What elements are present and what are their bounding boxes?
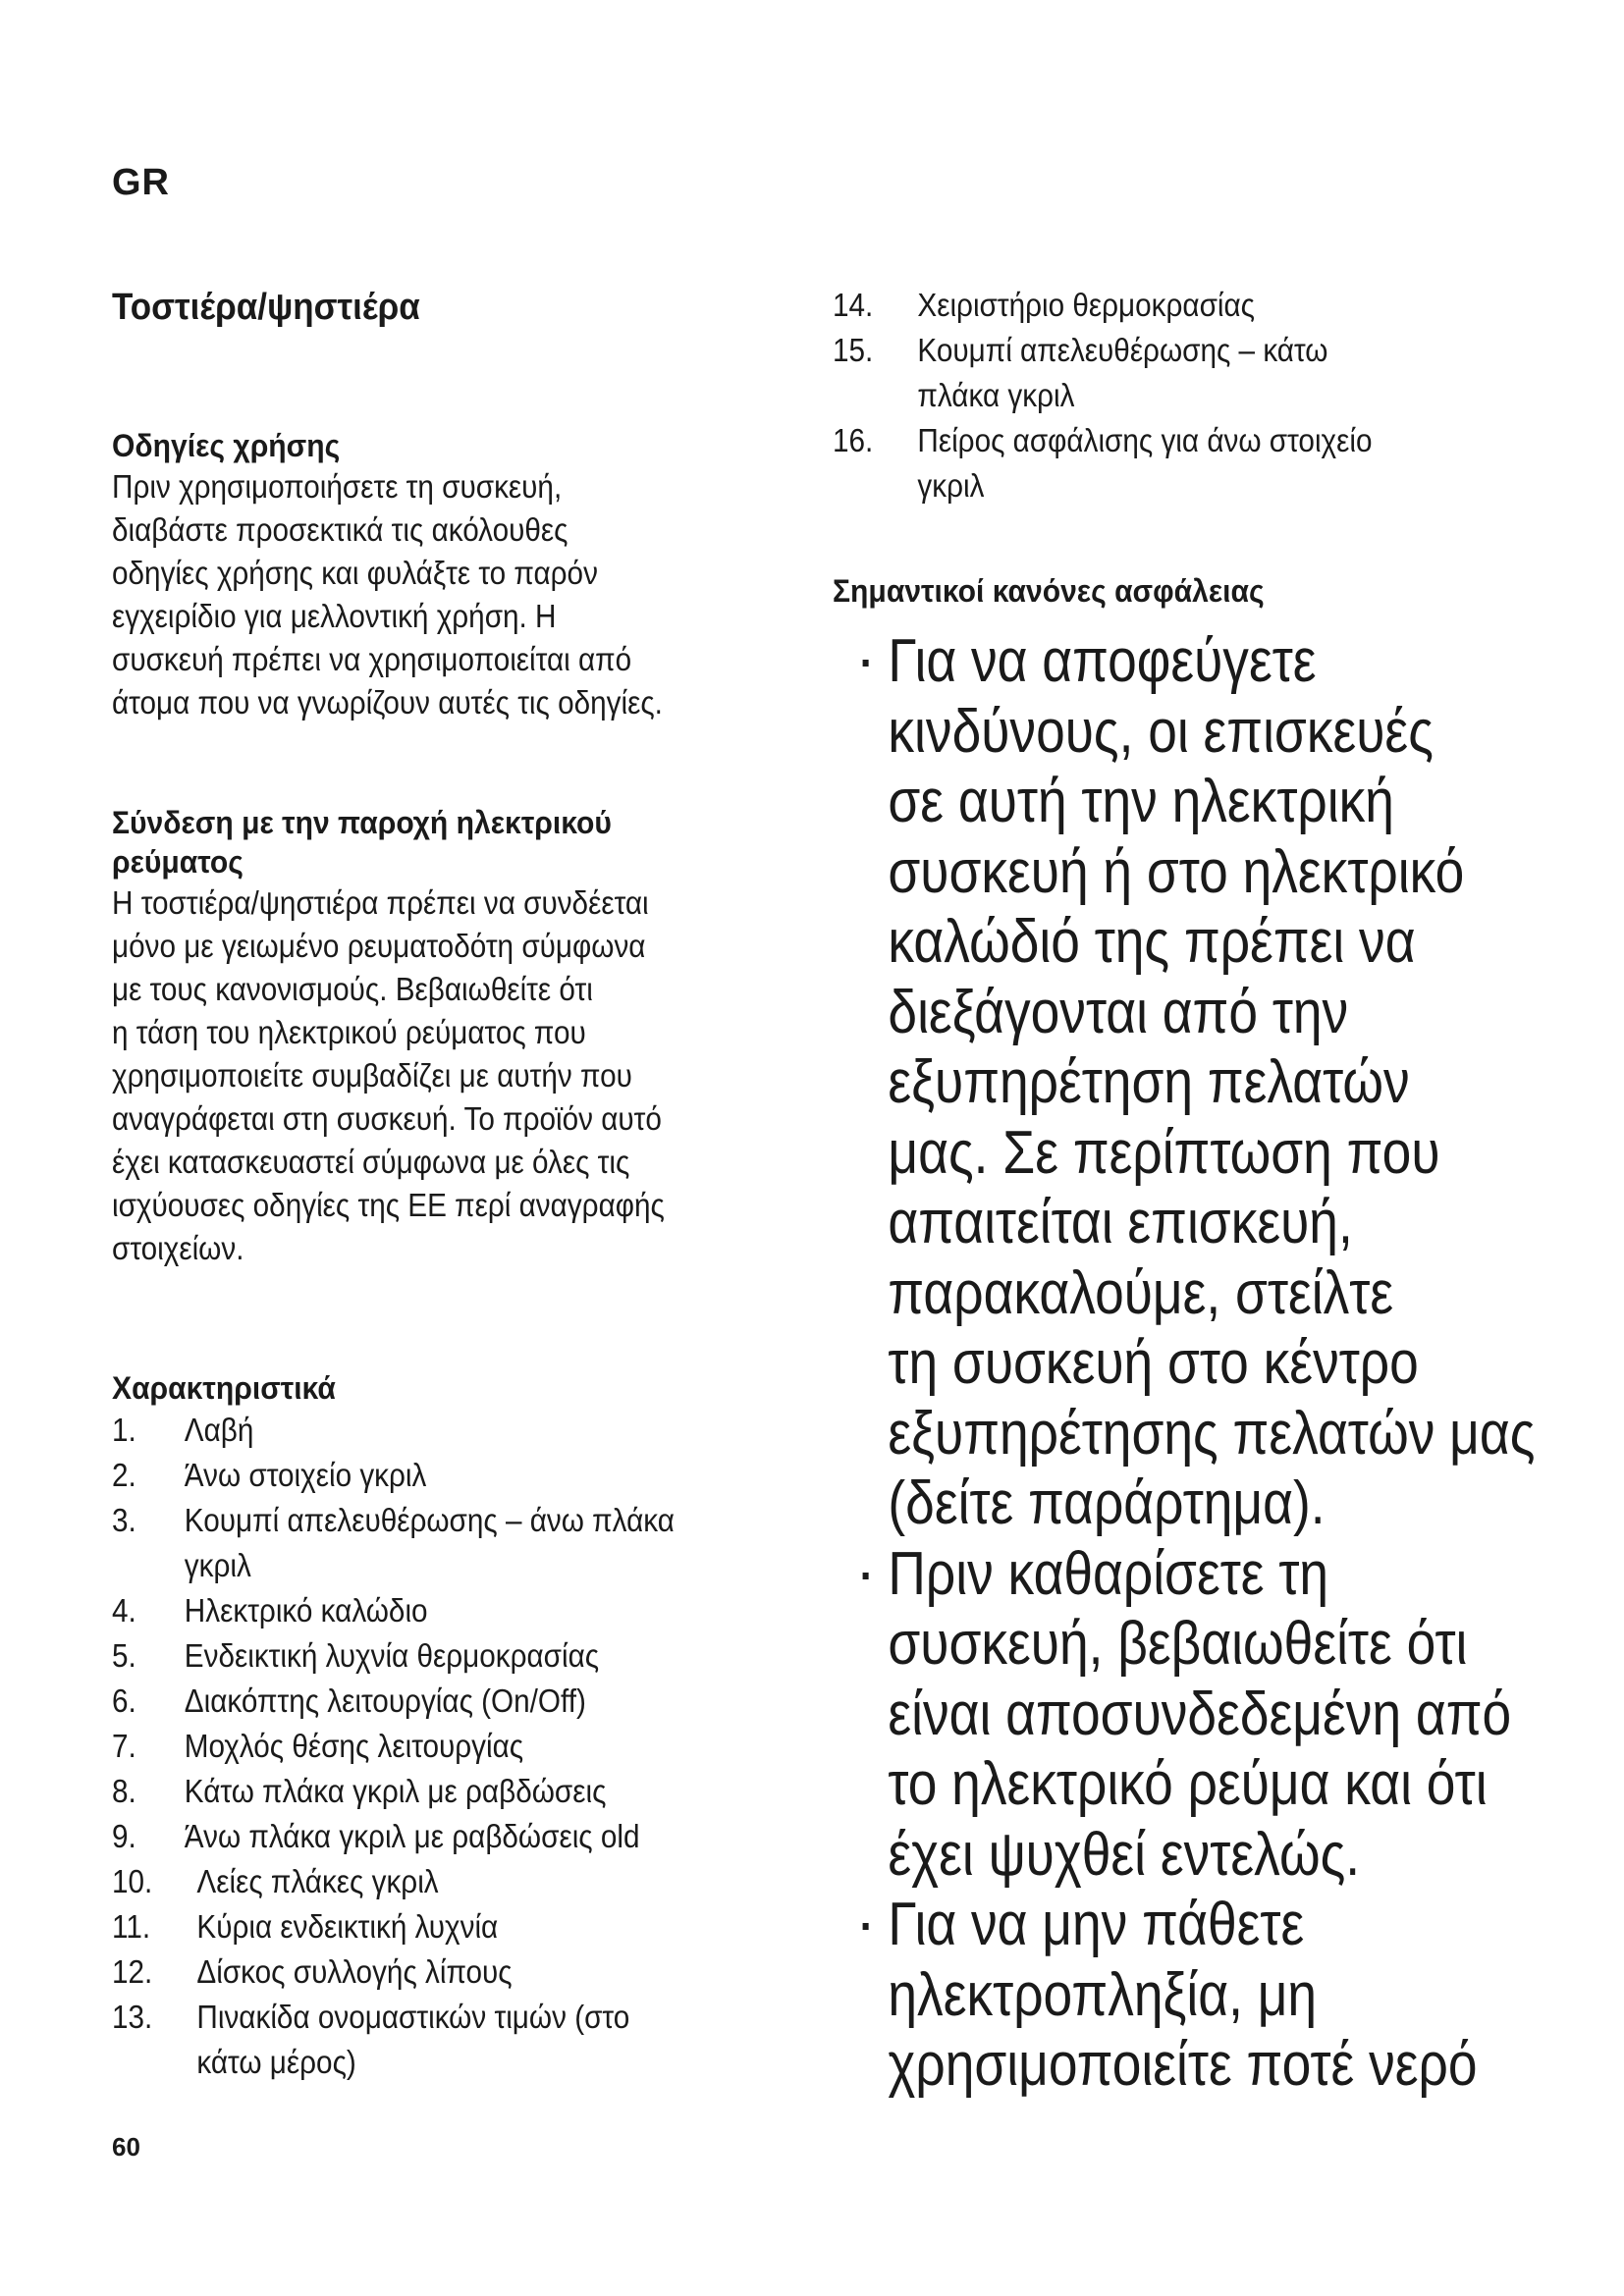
safety-bullet	[854, 626, 1546, 1539]
item-text: Κύρια ενδεικτική λυχνία	[196, 1908, 499, 1945]
bullet-icon	[854, 1539, 888, 1891]
bullet-icon	[854, 626, 888, 1539]
list-item	[833, 418, 1504, 508]
item-text: Άνω πλάκα γκριλ με ραβδώσεις old	[184, 1818, 640, 1854]
list-item	[112, 1814, 784, 1859]
item-text: Ενδεικτική λυχνία θερμοκρασίας	[184, 1637, 600, 1674]
item-number: 10.	[112, 1863, 153, 1899]
item-text: Δίσκος συλλογής λίπους	[196, 1953, 513, 1990]
item-text: Λαβή	[184, 1412, 254, 1448]
bullet-text: Για να αποφεύγετε κινδύνους, οι επισκευές σε αυτή την ηλεκτρική συσκευή ή στο ηλεκτρικό καλώδιό της πρέπει να διεξάγονται από την εξυπηρέτηση πελατών μας. Σε περίπτωση που απαιτείται επισκευή, παρακαλούμε, στείλτε τη συσκευή στο κέντρο εξυπηρέτησης πελατών μας (δείτε παράρτημα).	[888, 627, 1536, 1537]
item-number: 9.	[112, 1818, 136, 1854]
bullet-text: Για να μην πάθετε ηλεκτροπληξία, μη χρησιμοποιείτε ποτέ νερό	[888, 1891, 1478, 2099]
item-text: Κουμπί απελευθέρωσης – άνω πλάκα γκριλ	[184, 1502, 675, 1583]
list-item	[112, 1408, 784, 1453]
language-code: GR	[112, 162, 170, 203]
list-item	[112, 1679, 784, 1724]
connection-heading-line1: Σύνδεση με την παροχή ηλεκτρικού	[112, 805, 612, 840]
item-number: 5.	[112, 1637, 136, 1674]
item-number: 2.	[112, 1457, 136, 1493]
list-item	[112, 1498, 784, 1588]
item-text: Μοχλός θέσης λειτουργίας	[184, 1728, 524, 1764]
item-number: 16.	[833, 422, 874, 458]
instructions-text: Πριν χρησιμοποιήσετε τη συσκευή, διαβάστε προσεκτικά τις ακόλουθες οδηγίες χρήσης και φυλάξτε το παρόν εγχειρίδιο για μελλοντική χρήση. Η συσκευή πρέπει να χρησιμοποιείται από άτομα που να γνωρίζουν αυτές τις οδηγίες.	[112, 468, 663, 721]
item-text: Άνω στοιχείο γκριλ	[184, 1457, 427, 1493]
list-item	[112, 1995, 784, 2085]
item-text: Λείες πλάκες γκριλ	[196, 1863, 439, 1899]
item-text: Πείρος ασφάλισης για άνω στοιχείο γκριλ	[917, 422, 1373, 504]
list-item	[112, 1724, 784, 1769]
list-item	[112, 1633, 784, 1679]
bullet-icon	[854, 1890, 888, 2101]
page-title: Τοστιέρα/ψηστιέρα	[112, 287, 420, 328]
item-number: 14.	[833, 287, 874, 323]
instructions-section	[112, 426, 799, 724]
list-item	[833, 328, 1504, 418]
page-number: 60	[112, 2132, 140, 2162]
list-item	[112, 1769, 784, 1814]
item-text: Διακόπτης λειτουργίας (On/Off)	[184, 1682, 586, 1719]
safety-heading: Σημαντικοί κανόνες ασφάλειας	[833, 573, 1265, 609]
item-number: 13.	[112, 1999, 153, 2035]
item-number: 15.	[833, 332, 874, 368]
item-text: Χειριστήριο θερμοκρασίας	[917, 287, 1256, 323]
list-item	[112, 1949, 784, 1995]
connection-heading-line2: ρεύματος	[112, 844, 244, 880]
item-text: Κουμπί απελευθέρωσης – κάτω πλάκα γκριλ	[917, 332, 1328, 413]
item-number: 8.	[112, 1773, 136, 1809]
safety-bullet	[854, 1539, 1546, 1891]
item-number: 12.	[112, 1953, 153, 1990]
list-item	[112, 1859, 784, 1904]
item-text: Κάτω πλάκα γκριλ με ραβδώσεις	[184, 1773, 607, 1809]
bullet-text: Πριν καθαρίσετε τη συσκευή, βεβαιωθείτε ότι είναι αποσυνδεδεμένη από το ηλεκτρικό ρεύμα και ότι έχει ψυχθεί εντελώς.	[888, 1539, 1512, 1889]
connection-text: Η τοστιέρα/ψηστιέρα πρέπει να συνδέεται μόνο με γειωμένο ρευματοδότη σύμφωνα με τους κανονισμούς. Βεβαιωθείτε ότι η τάση του ηλεκτρικού ρεύματος που χρησιμοποιείτε συμβαδίζει με αυτήν που αναγράφεται στη συσκευή. Το προϊόν αυτό έχει κατασκευαστεί σύμφωνα με όλες τις ισχύουσες οδηγίες της ΕΕ περί αναγραφής στοιχείων.	[112, 884, 665, 1266]
features-continued	[833, 283, 1520, 508]
features-heading: Χαρακτηριστικά	[112, 1370, 336, 1406]
list-item	[112, 1588, 784, 1633]
list-item	[833, 283, 1504, 328]
connection-section	[112, 803, 799, 1270]
item-number: 1.	[112, 1412, 136, 1448]
item-text: Ηλεκτρικό καλώδιο	[184, 1592, 428, 1629]
item-number: 4.	[112, 1592, 136, 1629]
safety-bullet	[854, 1890, 1546, 2101]
features-section	[112, 1368, 799, 2085]
item-number: 11.	[112, 1908, 151, 1945]
features-list-continued	[833, 283, 1520, 508]
instructions-heading: Οδηγίες χρήσης	[112, 428, 341, 463]
safety-list	[854, 626, 1542, 2101]
list-item	[112, 1904, 784, 1949]
item-text: Πινακίδα ονομαστικών τιμών (στο κάτω μέρος)	[196, 1999, 630, 2080]
safety-heading-block	[833, 571, 1520, 611]
item-number: 6.	[112, 1682, 136, 1719]
list-item	[112, 1453, 784, 1498]
item-number: 3.	[112, 1502, 136, 1538]
item-number: 7.	[112, 1728, 136, 1764]
features-list	[112, 1408, 799, 2085]
